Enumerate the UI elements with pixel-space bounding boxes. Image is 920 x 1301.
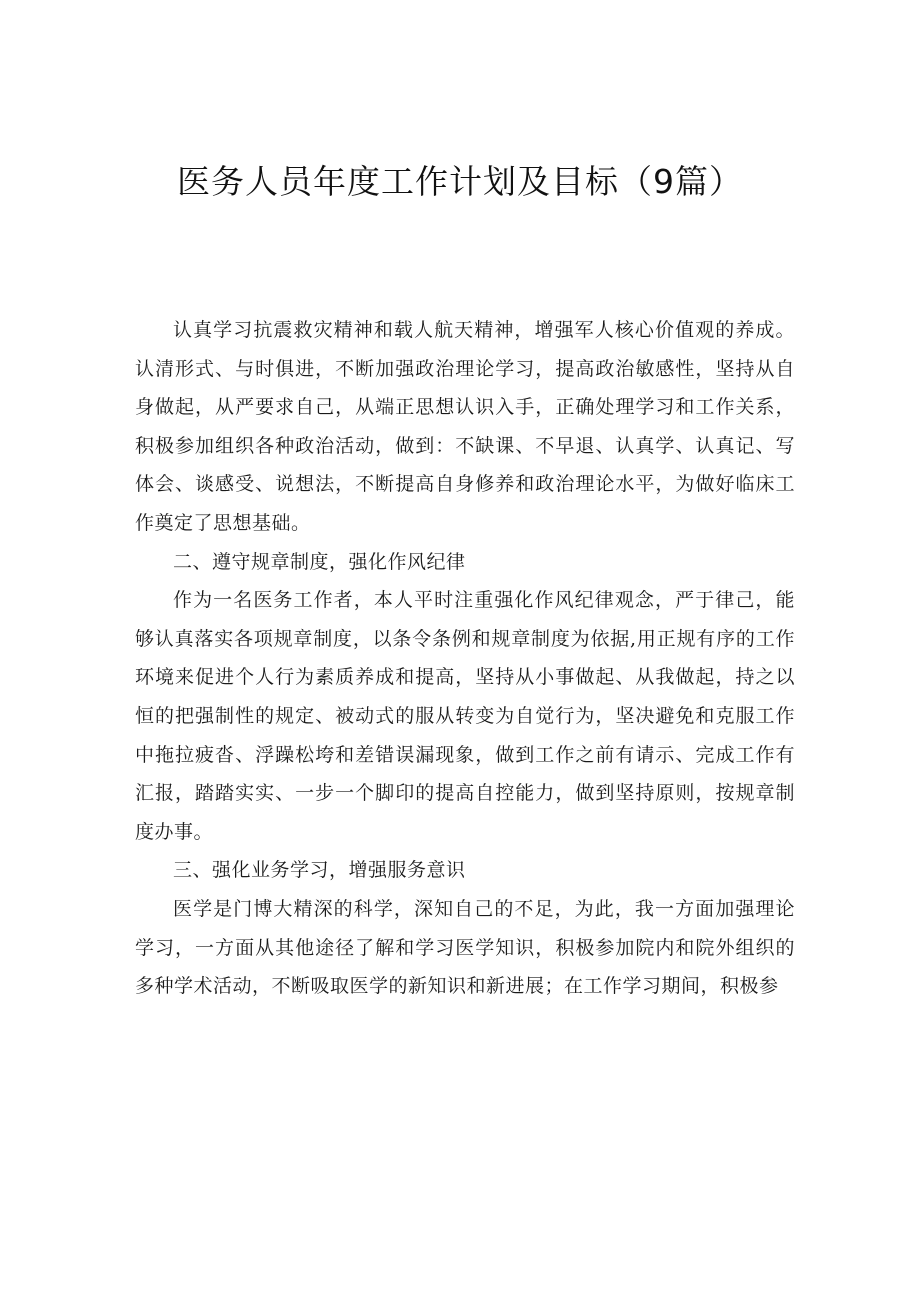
section-heading-professional-study: 三、强化业务学习，增强服务意识 <box>173 859 466 882</box>
paragraph-professional-study: 医学是门博大精深的科学，深知自己的不足，为此，我一方面加强理论学习，一方面从其他途径了解和学习医学知识，积极参加院内和院外组织的多种学术活动，不断吸取医学的新知识和新进展；在工作学习期间，积极参 <box>135 897 795 998</box>
document-title: 医务人员年度工作计划及目标（9篇） <box>177 162 743 201</box>
paragraph-discipline: 作为一名医务工作者，本人平时注重强化作风纪律观念，严于律己，能够认真落实各项规章制度，以条令条例和规章制度为依据,用正规有序的工作环境来促进个人行为素质养成和提高，坚持从小事做起、从我做起，持之以恒的把强制性的规定、被动式的服从转变为自觉行为，坚决避免和克服工作中拖拉疲沓、浮躁松垮和差错误漏现象，做到工作之前有请示、完成工作有汇报，踏踏实实、一步一个脚印的提高自控能力，做到坚持原则，按规章制度办事。 <box>135 589 795 843</box>
section-heading-discipline: 二、遵守规章制度，强化作风纪律 <box>173 550 466 573</box>
paragraph-political-study: 认真学习抗震救灾精神和载人航天精神，增强军人核心价值观的养成。认清形式、与时俱进，不断加强政治理论学习，提高政治敏感性，坚持从自身做起，从严要求自己，从端正思想认识入手，正确处理学习和工作关系，积极参加组织各种政治活动，做到：不缺课、不早退、认真学、认真记、写体会、谈感受、说想法，不断提高自身修养和政治理论水平，为做好临床工作奠定了思想基础。 <box>135 319 795 534</box>
document-body <box>135 311 795 1006</box>
